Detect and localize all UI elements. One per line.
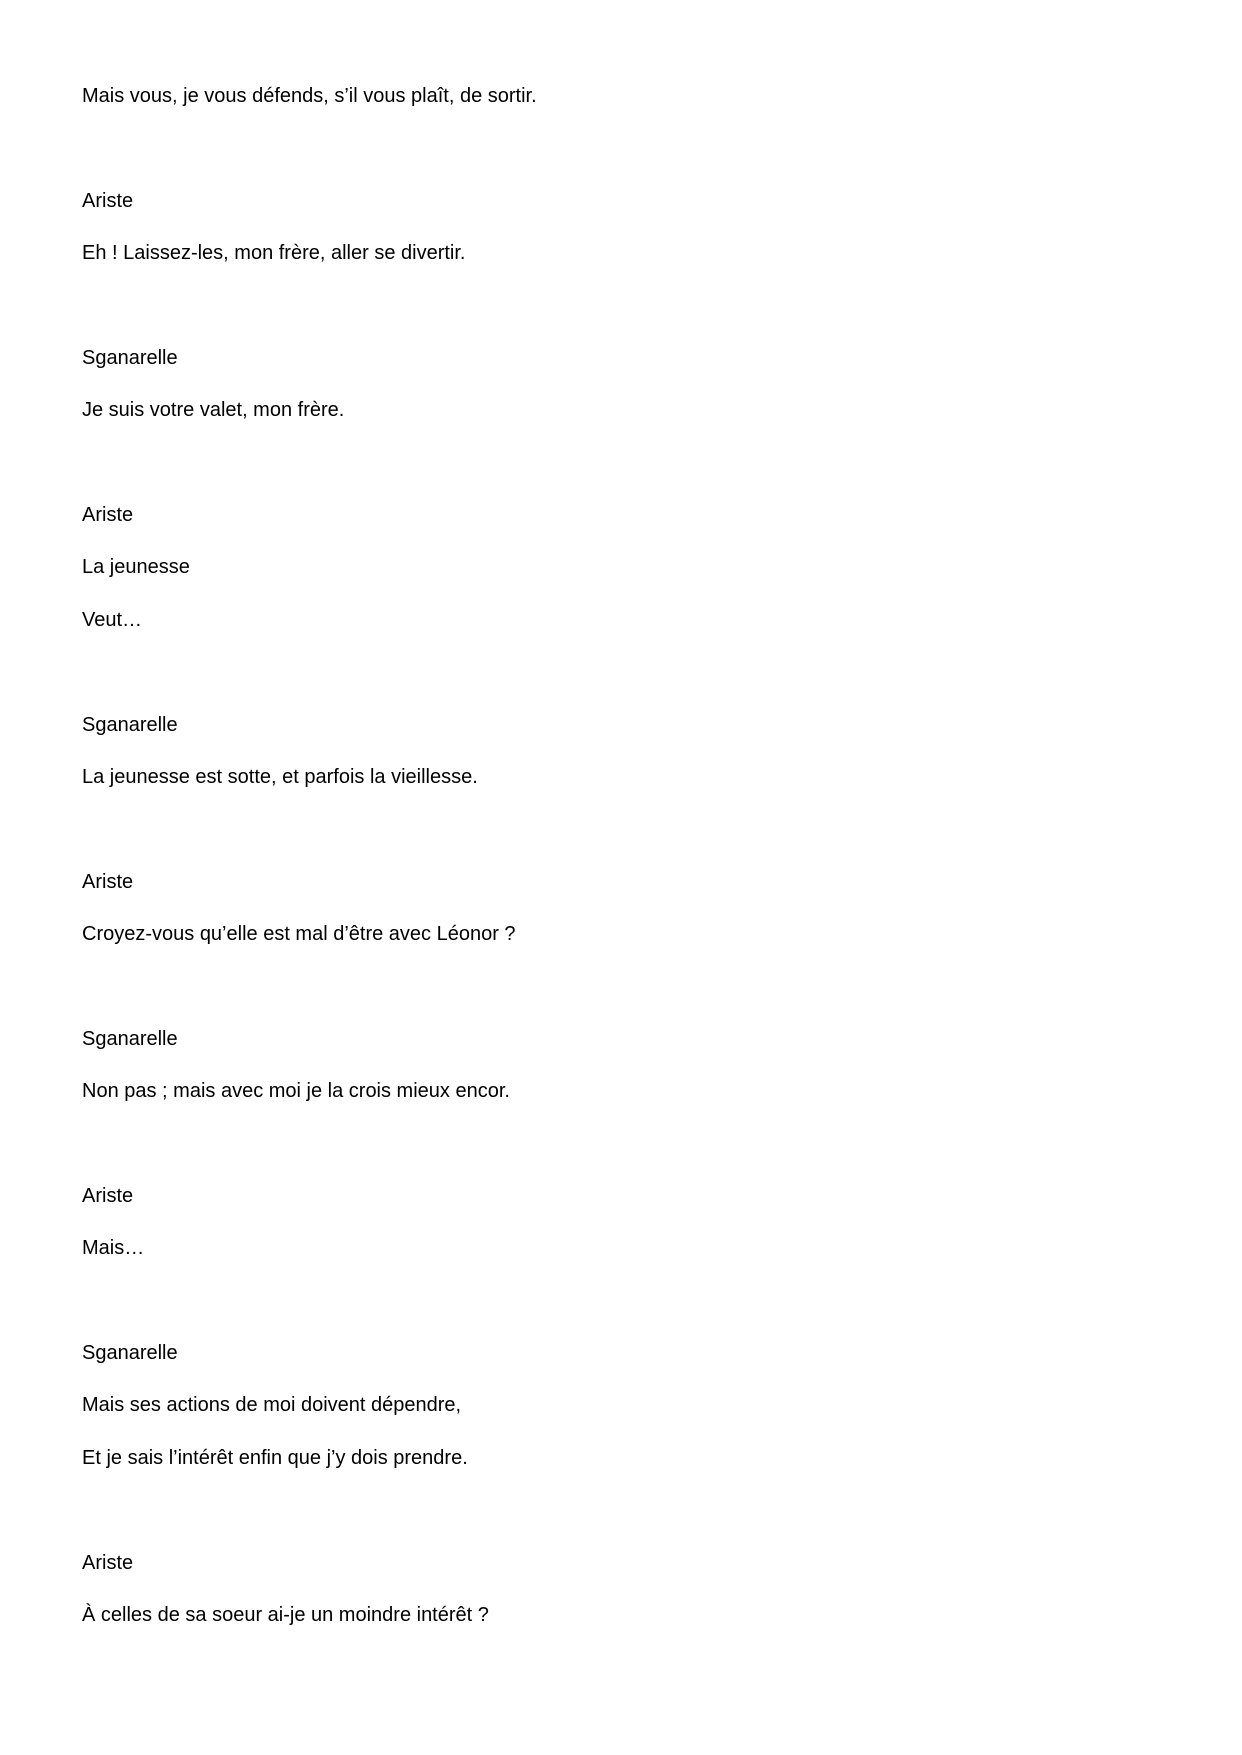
dialogue-line: Non pas ; mais avec moi je la crois mieux encor.: [82, 1080, 510, 1102]
dialogue-line: À celles de sa soeur ai-je un moindre intérêt ?: [82, 1604, 489, 1626]
speaker-name: Sganarelle: [82, 714, 178, 736]
speaker-name: Ariste: [82, 1185, 134, 1207]
dialogue-line: La jeunesse est sotte, et parfois la vieillesse.: [82, 766, 478, 788]
dialogue-line: Mais…: [82, 1237, 145, 1259]
dialogue-line: Et je sais l’intérêt enfin que j’y dois prendre.: [82, 1447, 468, 1469]
speaker-name: Ariste: [82, 504, 134, 526]
dialogue-line: La jeunesse: [82, 556, 190, 578]
speaker-name: Sganarelle: [82, 347, 178, 369]
speaker-name: Sganarelle: [82, 1028, 178, 1050]
dialogue-line: Eh ! Laissez-les, mon frère, aller se divertir.: [82, 242, 466, 264]
dialogue-line: Mais vous, je vous défends, s’il vous plaît, de sortir.: [82, 85, 537, 107]
speaker-name: Sganarelle: [82, 1342, 178, 1364]
speaker-name: Ariste: [82, 871, 134, 893]
speaker-name: Ariste: [82, 190, 134, 212]
dialogue-line: Mais ses actions de moi doivent dépendre,: [82, 1394, 462, 1416]
dialogue-line: Croyez-vous qu’elle est mal d’être avec Léonor ?: [82, 923, 516, 945]
speaker-name: Ariste: [82, 1552, 134, 1574]
dialogue-line: Je suis votre valet, mon frère.: [82, 399, 345, 421]
dialogue-line: Veut…: [82, 609, 143, 631]
